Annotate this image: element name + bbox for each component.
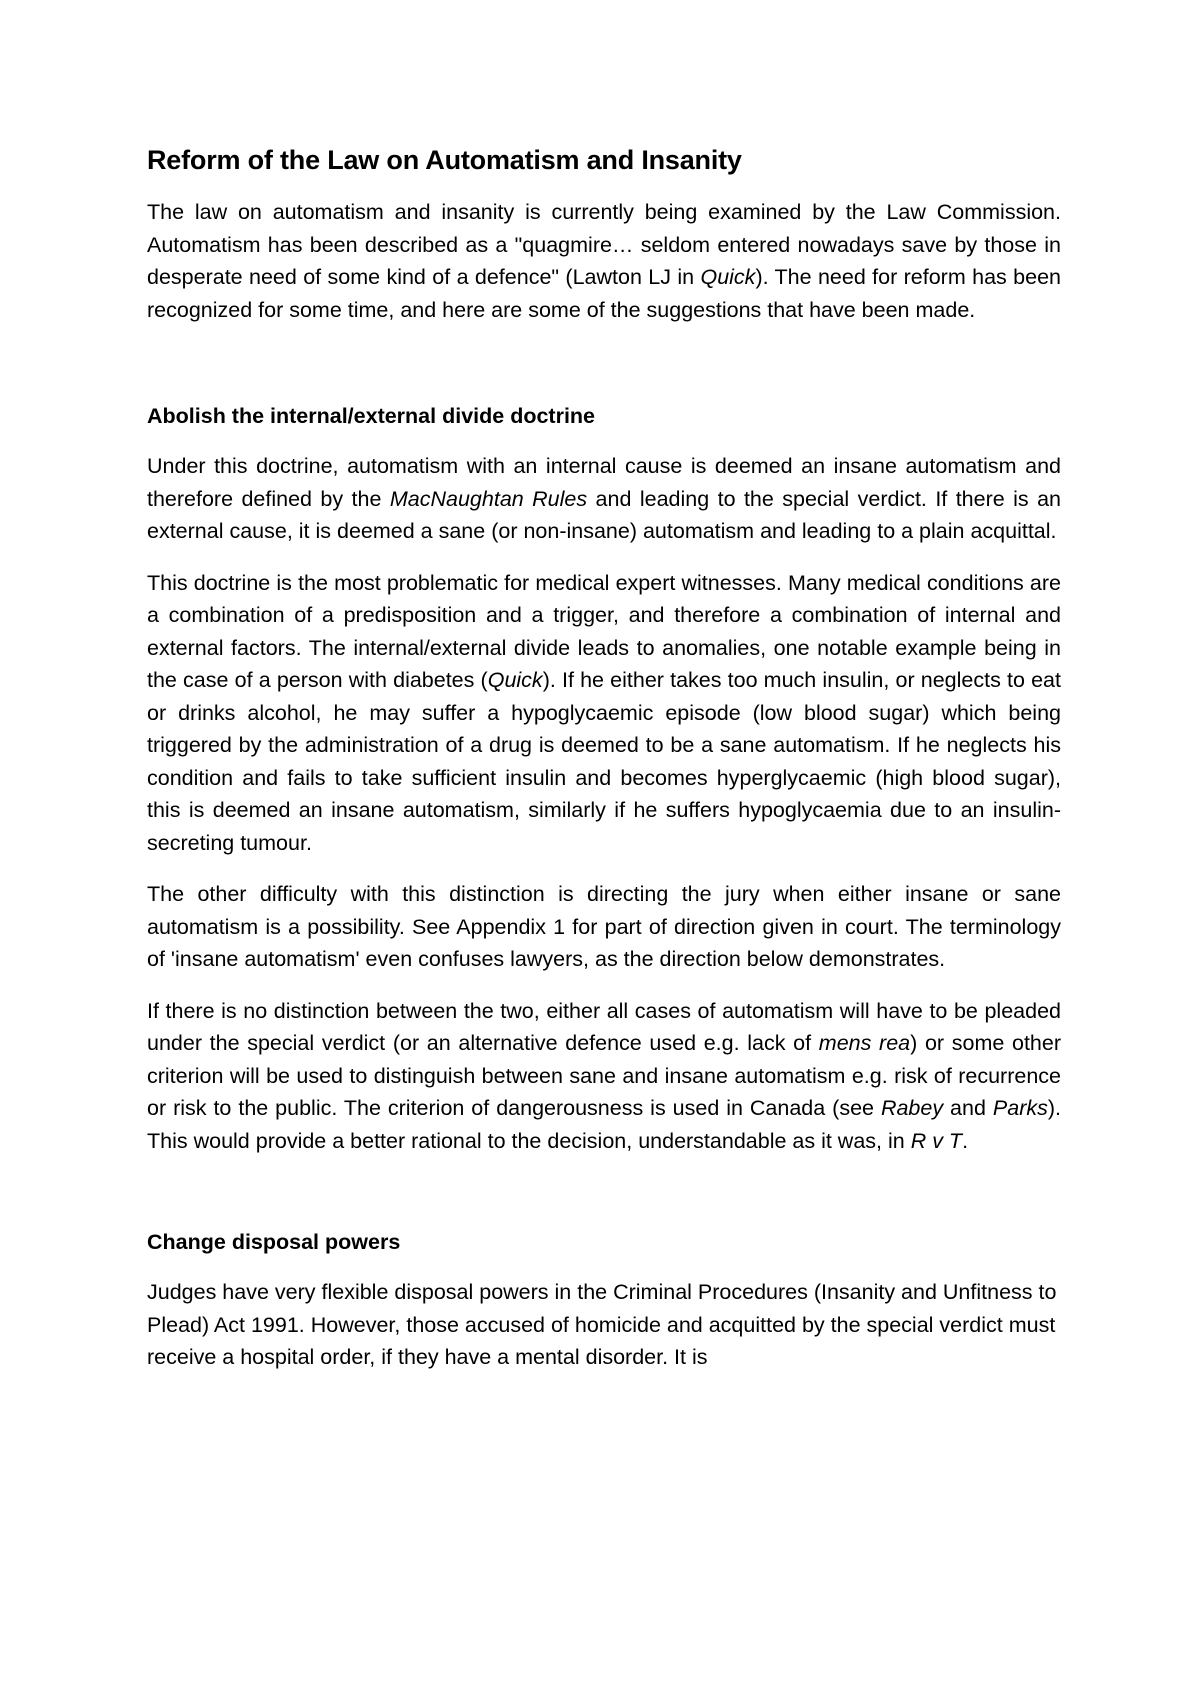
paragraph-text: If there is no distinction between the two, either all cases of automatism will have to be pleaded under the special verdict (or an alternative defence used e.g. lack of: [147, 998, 1061, 1055]
paragraph-text: .: [962, 1128, 969, 1153]
case-name-quick: Quick: [700, 265, 756, 289]
paragraph-text: and leading to the special verdict. If there is an external cause, it is deemed a sane (or non-insane) automatism and leading to a plain acquittal.: [147, 486, 1061, 543]
paragraph-text: Under this doctrine, automatism with an internal cause is deemed an insane automatism and therefore defined by the: [147, 454, 1061, 511]
paragraph-text: This doctrine is the most problematic for medical expert witnesses. Many medical conditions are a combination of a predisposition and a trigger, and therefore a combination of internal and external factors. The internal/external divide leads to anomalies, one notable example being in the case of a person with diabetes (: [147, 570, 1061, 692]
paragraph-text: ) or some other criterion will be used to distinguish between sane and insane automatism e.g. risk of recurrence or risk to the public. The criterion of dangerousness is used in Canada (see: [147, 1031, 1061, 1120]
section1-paragraph-1: [147, 450, 1061, 548]
paragraph-text: ). This would provide a better rational to the decision, understandable as it was, in: [147, 1096, 1061, 1153]
section1-paragraph-2: [147, 567, 1061, 860]
intro-paragraph: [147, 196, 1061, 326]
case-name-r-v-t: R v T: [910, 1128, 963, 1153]
paragraph-text: ). If he either takes too much insulin, or neglects to eat or drinks alcohol, he may suffer a hypoglycaemic episode (low blood sugar) which being triggered by the administration of a drug is deemed to be a sane automatism. If he neglects his condition and fails to take sufficient insulin and becomes hyperglycaemic (high blood sugar), this is deemed an insane automatism, similarly if he suffers hypoglycaemia due to an insulin-secreting tumour.: [147, 668, 1061, 855]
macnaughtan-rules: MacNaughtan Rules: [389, 486, 588, 511]
case-name-quick: Quick: [487, 668, 543, 692]
intro-text-end: ). The need for reform has been recognized for some time, and here are some of the suggestions that have been made.: [147, 265, 1061, 322]
intro-text: The law on automatism and insanity is currently being examined by the Law Commission. Automatism has been described as a "quagmire… seldom entered nowadays save by those in desperate need of some kind of a defence" (Lawton LJ in: [147, 200, 1061, 289]
case-name-parks: Parks: [992, 1096, 1048, 1120]
paragraph-text: and: [943, 1096, 993, 1120]
document-body: [147, 143, 1061, 1393]
mens-rea-term: mens rea: [818, 1031, 911, 1055]
section-heading-disposal-powers: Change disposal powers: [147, 1230, 401, 1254]
section-heading-divide-doctrine: Abolish the internal/external divide doctrine: [147, 404, 596, 428]
document-title: Reform of the Law on Automatism and Insanity: [147, 145, 742, 175]
section2-paragraph-1: Judges have very flexible disposal powers in the Criminal Procedures (Insanity and Unfitness to Plead) Act 1991. However, those accused of homicide and acquitted by the special verdict must receive a hospital order, if they have a mental disorder. It is: [147, 1280, 1057, 1369]
section1-paragraph-4: [147, 995, 1061, 1158]
section1-paragraph-3: The other difficulty with this distinction is directing the jury when either insane or sane automatism is a possibility. See Appendix 1 for part of direction given in court. The terminology of 'insane automatism' even confuses lawyers, as the direction below demonstrates.: [147, 882, 1061, 971]
case-name-rabey: Rabey: [880, 1096, 944, 1120]
